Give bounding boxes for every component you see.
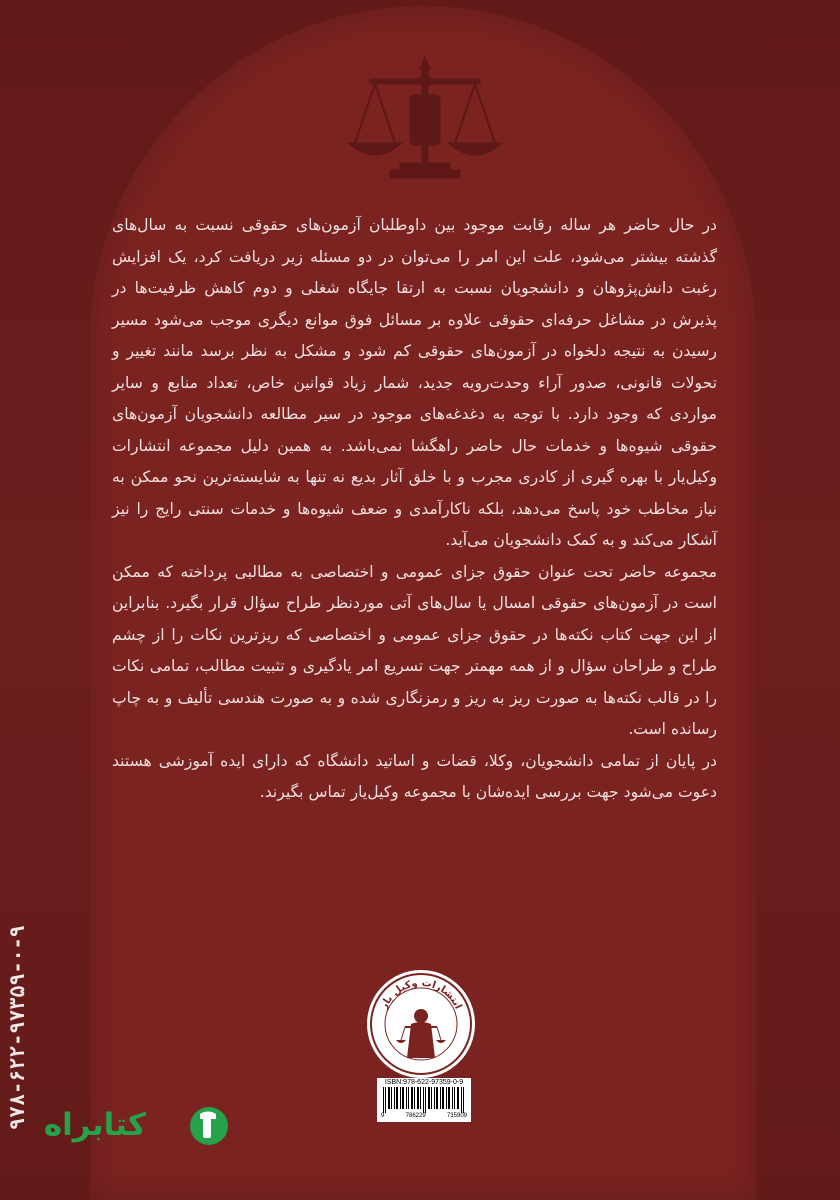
barcode-isbn: ISBN:978-622-97359-0-9 (384, 1079, 464, 1086)
description-text (112, 210, 717, 809)
paragraph-2: مجموعه حاضر تحت عنوان حقوق جزای عمومی و اختصاصی به مطالبی پرداخته که ممکن است در آزمون‌های حقوقی امسال یا سال‌های آتی موردنظر طراح سؤال قرار بگیرد. بنابراین از این جهت کتاب نکته‌ها در حقوق جزای عمومی و اختصاصی که ریزترین نکات را از چشم طراح و طراحان سؤال و از همه مهمتر جهت تسریع امر یادگیری و تثبیت مطالب، تمامی نکات را در قالب نکته‌ها به صورت ریز به ریز و رمزنگاری شده و به صورت هندسی تألیف و به چاپ رسانده است. (112, 562, 717, 738)
barcode-bars (381, 1087, 467, 1113)
seal-text: انتشارات وکیل یار (378, 977, 464, 1011)
publisher-seal-icon (365, 968, 477, 1080)
isbn-vertical: ۹۷۸-۶۲۲-۹۷۳۵۹-۰-۹ (5, 925, 29, 1130)
barcode-digits (381, 1113, 467, 1120)
barcode-digits-mid: 786229 (405, 1113, 426, 1119)
paragraph-3: در پایان از تمامی دانشجویان، وکلا، قضات و اساتید دانشگاه که دارای ایده آموزشی هستند دعوت می‌شود جهت بررسی ایده‌شان با مجموعه وکیل‌یار تماس بگیرند. (112, 751, 717, 801)
scales-of-justice-icon (330, 55, 520, 195)
barcode-digit-left: 9 (381, 1113, 385, 1119)
barcode (377, 1078, 471, 1122)
barcode-digits-right: 735909 (446, 1113, 467, 1119)
ketabrah-logo-text: کتابراه (43, 1107, 146, 1143)
paragraph-1: در حال حاضر هر ساله رقابت موجود بین داوطلبان آزمون‌های حقوقی نسبت به سال‌های گذشته بیشتر می‌شود، علت این امر را می‌توان در دو مسئله زیر دریافت کرد، یک افزایش رغبت دانش‌پژوهان و دانشجویان نسبت به ارتقا جایگاه شغلی و دوم کاهش ظرفیت‌ها در پذیرش در مشاغل حرفه‌ای حقوقی علاوه بر مسائل فوق موانع دیگری موجب می‌شود مسیر رسیدن به نتیجه دلخواه در آزمون‌های حقوقی کم شود و مشکل به نظر برسد مانند تغییر و تحولات قانونی، صدور آراء وحدت‌رویه جدید، شمار زیاد قوانین خاص، تعداد منابع و سایر مواردی که وجود دارد. با توجه به دغدغه‌های موجود در سیر مطالعه دانشجویان آزمون‌های حقوقی شیوه‌ها و خدمات حال حاضر راهگشا نمی‌باشد. به همین دلیل مجموعه انتشارات وکیل‌یار با بهره گیری از کادری مجرب و با خلق آثار بدیع نه تنها به شایسته‌ترین نحو ممکن به نیاز مخاطب خود پاسخ می‌دهد، بلکه ناکارآمدی و ضعف شیوه‌ها و خدمات سنتی رایج را نیز آشکار می‌کند و به کمک دانشجویان می‌آید. (112, 216, 717, 549)
